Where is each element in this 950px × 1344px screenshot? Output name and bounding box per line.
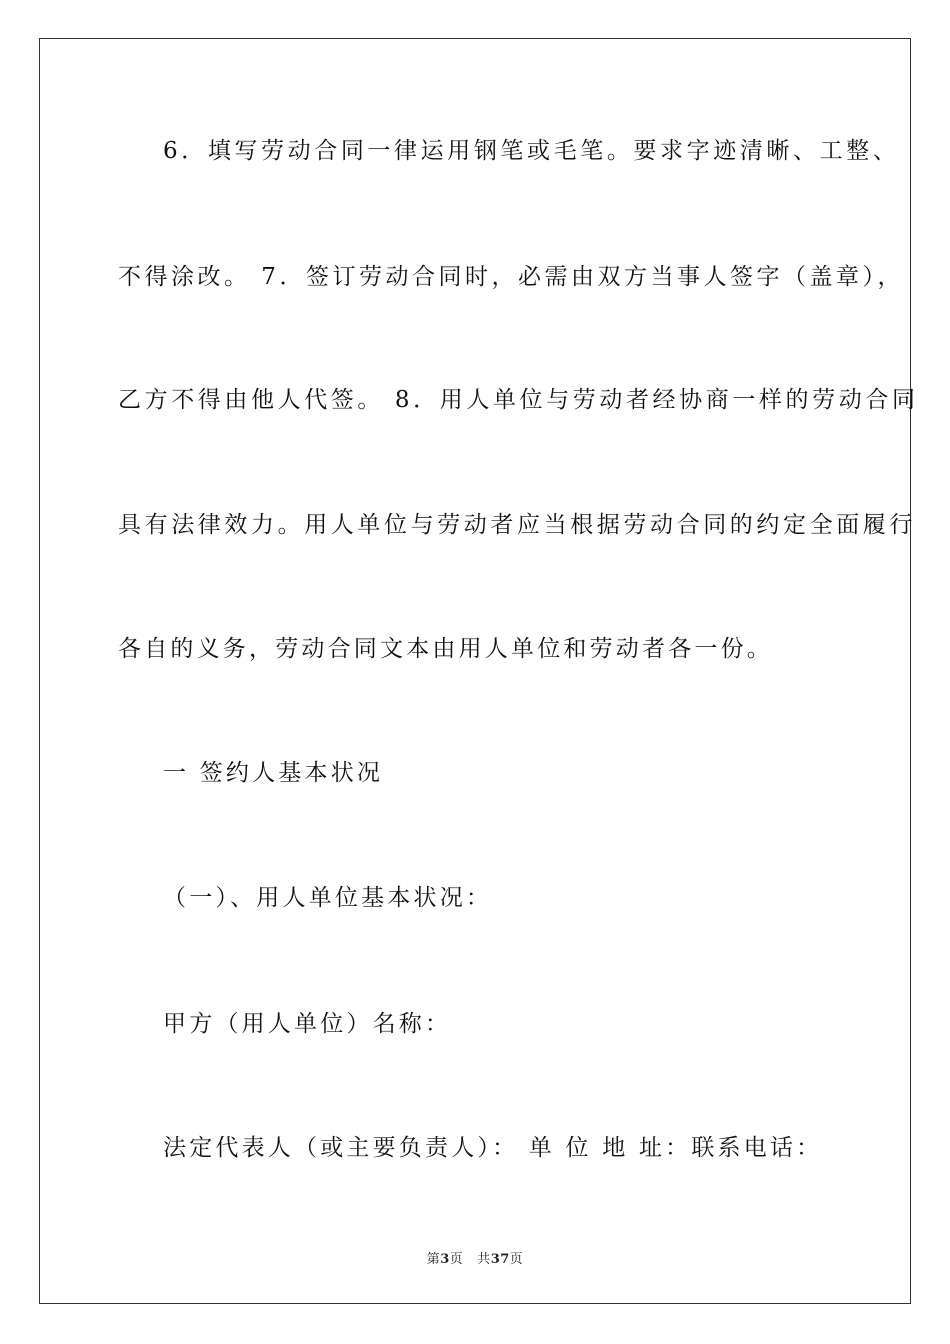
representative-address-phone-field: 法定代表人（或主要负责人）： 单 位 地 址：联系电话：	[163, 1135, 823, 1161]
page-footer	[0, 1248, 950, 1267]
party-a-name-field: 甲方（用人单位）名称：	[163, 1011, 452, 1037]
paragraph-line-5: 各自的义务，劳动合同文本由用人单位和劳动者各一份。	[118, 636, 773, 662]
subsection-heading: （一）、用人单位基本状况：	[163, 885, 493, 911]
paragraph-line-3: 乙方不得由他人代签。 8．用人单位与劳动者经协商一样的劳动合同	[118, 387, 919, 413]
page-prefix: 第	[426, 1252, 441, 1267]
current-page-number: 3	[440, 1252, 450, 1267]
paragraph-line-2: 不得涂改。 7．签订劳动合同时，必需由双方当事人签字（盖章），	[118, 264, 904, 290]
section-heading: 一 签约人基本状况	[163, 760, 384, 786]
page-suffix: 页	[449, 1252, 464, 1267]
paragraph-line-4: 具有法律效力。用人单位与劳动者应当根据劳动合同的约定全面履行	[118, 512, 916, 538]
total-page-count: 37	[490, 1252, 510, 1267]
page-border	[39, 38, 911, 1304]
total-prefix: 共	[477, 1252, 491, 1267]
total-suffix: 页	[509, 1252, 524, 1267]
paragraph-line-1: 6．填写劳动合同一律运用钢笔或毛笔。要求字迹清晰、工整、	[163, 138, 900, 164]
